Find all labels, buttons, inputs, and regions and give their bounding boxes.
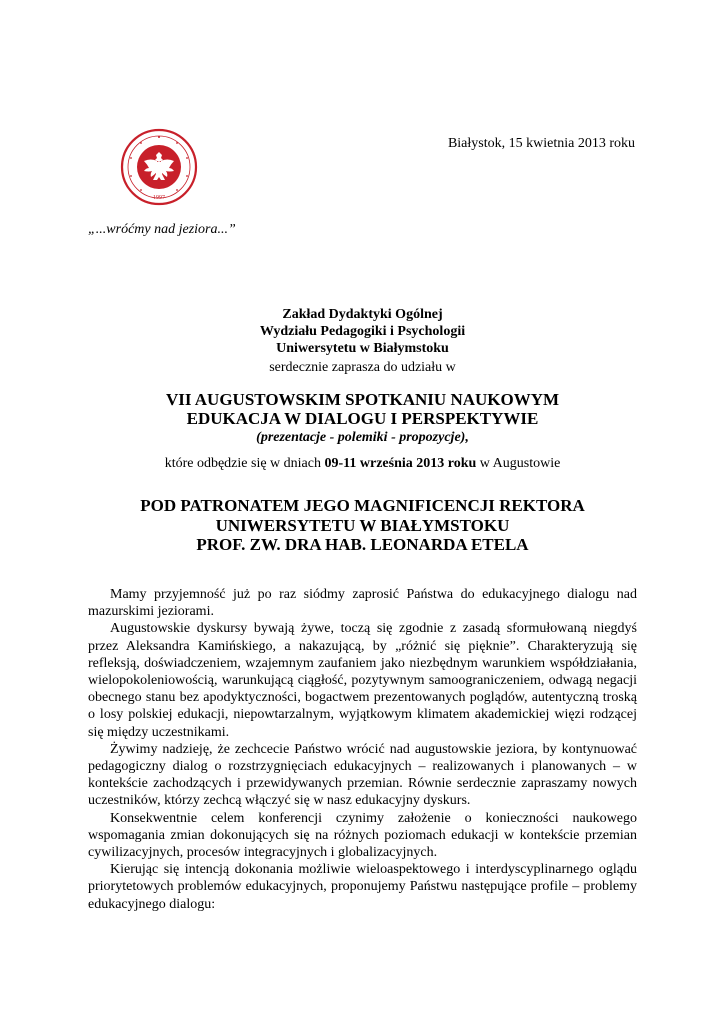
event-title-line: EDUKACJA W DIALOGU I PERSPEKTYWIE: [186, 409, 539, 428]
invite-line: serdecznie zaprasza do udziału w: [269, 360, 456, 375]
body-paragraph: Augustowskie dyskursy bywają żywe, toczą się zgodnie z zasadą sformułowaną niegdyś przez Aleksandra Kamińskiego, a nakazującą, by „różnić się pięknie”. Charakteryzują się refleksją, doświadczeniem, wzajemnym zaufaniem jako niezbędnym warunkiem współdziałania, wielopokoleniowością, warunkującą ciągłość, pozytywnym samoograniczeniem, odwagą negacji obecnego stanu bez apodyktyczności, bogactwem prezentowanych poglądów, autentyczną troską o losy polskiej edukacji, niepowtarzalnym, wyjątkowym klimatem akademickiej więzi rodzącej się między uczestnikami.: [88, 621, 637, 740]
when-suffix: w Augustowie: [476, 456, 561, 471]
body-paragraph: Konsekwentnie celem konferencji czynimy założenie o konieczności naukowego wspomagania zmian dokonujących się na różnych poziomach edukacji w kontekście przemian cywilizacyjnych, procesów integracyjnych i globalizacyjnych.: [88, 810, 637, 861]
body-paragraph: Mamy przyjemność już po raz siódmy zaprosić Państwa do edukacyjnego dialogu nad mazurskimi jeziorami.: [88, 587, 637, 620]
patronage-block: [88, 496, 637, 555]
event-title-line: VII AUGUSTOWSKIM SPOTKANIU NAUKOWYM: [165, 390, 560, 409]
event-subtitle: (prezentacje - polemiki - propozycje),: [256, 430, 469, 445]
organizer-line: Zakład Dydaktyki Ogólnej: [282, 307, 443, 322]
patronage-line: PROF. ZW. DRA HAB. LEONARDA ETELA: [196, 535, 529, 554]
letter-body: [88, 586, 637, 913]
patronage-line: UNIWERSYTETU W BIAŁYMSTOKU: [215, 515, 510, 535]
event-when: [88, 456, 637, 472]
body-paragraph: Kierując się intencją dokonania możliwie wieloaspektowego i interdyscyplinarnego oglądu priorytetowych problemów edukacyjnych, proponujemy Państwu następujące profile – problemy edukacyjnego dialogu:: [88, 862, 637, 912]
patronage-line: POD PATRONATEM JEGO MAGNIFICENCJI REKTORA: [140, 496, 585, 515]
organizer-line: Uniwersytetu w Białymstoku: [276, 341, 449, 356]
when-prefix: które odbędzie się w dniach: [164, 456, 325, 471]
event-dates: 09-11 września 2013 roku: [324, 456, 477, 471]
organizer-line: Wydziału Pedagogiki i Psychologii: [259, 324, 466, 339]
organizer-block: [88, 306, 637, 357]
motto: „...wróćmy nad jeziora...”: [88, 222, 236, 237]
date-line: Białystok, 15 kwietnia 2013 roku: [447, 136, 635, 151]
seal-year: 1997: [153, 195, 165, 201]
event-title: [88, 390, 637, 428]
body-paragraph: Żywimy nadzieję, że zechcecie Państwo wrócić nad augustowskie jeziora, by kontynuować pedagogiczny dialog o rozstrzygnięciach edukacyjnych – realizowanych i planowanych – w kontekście zachodzących i przewidywanych przemian. Równie serdecznie zapraszamy nowych uczestników, którzy zechcą włączyć się w nasz edukacyjny dyskurs.: [88, 741, 637, 809]
eagle-emblem-icon: [120, 128, 198, 206]
university-seal-logo: [120, 128, 198, 206]
